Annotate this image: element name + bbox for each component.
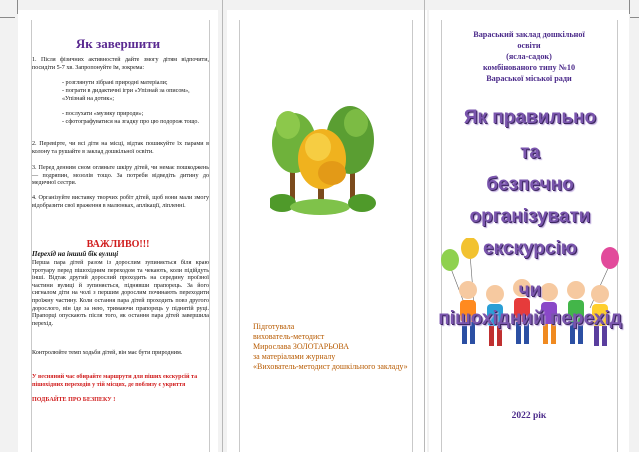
title-line: екскурсію	[483, 238, 577, 259]
tree-crown	[344, 109, 368, 137]
margin-guide	[412, 20, 413, 452]
title-line: та	[520, 142, 540, 163]
school-line: освіти	[517, 41, 541, 50]
bullet-2: - погрaти в дидактичні ігри «Упізнай за описом», «Упізнай на дотик»;	[62, 88, 190, 102]
paragraph-3: 3. Перед денним сном огляньте шкіру дітей, чи немає пошкоджень — подряпин, мозолів тощо. За потреби відведіть дитину до медичної сестри.	[32, 165, 209, 187]
paragraph-2: 2. Перевірте, чи всі діти на місці, відтак пошикуйте їх парами в колону та рушайте в заклад дошкільної освіти.	[32, 141, 209, 155]
margin-guide	[239, 20, 240, 452]
warning-heading: ВАЖЛИВО!!!	[86, 239, 150, 250]
control-paragraph: Контролюйте темп ходьби дітей, він має бути природним.	[32, 350, 183, 356]
crop-mark	[629, 0, 630, 14]
credit-line: Мирослава ЗОЛОТАРЬОВА	[253, 342, 349, 351]
year-label: 2022 рік	[511, 411, 547, 421]
school-line: Вараської міської ради	[486, 74, 572, 83]
bullet-3: - послухати «музику природи»;	[62, 111, 144, 117]
title-line: пішохідний перехід	[438, 308, 622, 329]
safety-call: ПОДБАЙТЕ ПРО БЕЗПЕКУ !	[32, 397, 116, 403]
credit-line: за матеріалами журналу	[253, 352, 336, 361]
title-line: чи	[518, 280, 542, 301]
subheading: Перехід на інший бік вулиці	[32, 250, 119, 258]
trees-illustration	[270, 95, 378, 215]
tree-crown	[276, 111, 300, 139]
title-line: організувати	[469, 206, 591, 227]
crop-mark	[0, 17, 15, 18]
title-line: безпечно	[486, 174, 574, 195]
school-line: Вараський заклад дошкільної	[473, 30, 585, 39]
credit-line: «Вихователь-методист дошкільного закладу»	[253, 362, 408, 371]
crossing-paragraph: Перша пара дітей разом із дорослим зупиняється біля краю тротуару перед пішохідним переходом та чекають, коли підійдуть інші. Відтак другий дорослий проходить на середину проїзної частини вулиці й зупиняється, піднявши прапорець. За його сигналом діти на чолі з першим дорослим починають переходити проїжну частину. Коли остання пара дітей проходить повз другого дорослого, він іде за нею, тримаючи прапорець у піднятій руці. Прапорці опускають після того, як остання пара дітей завершила перехід.	[32, 260, 209, 327]
title-line: Як правильно	[463, 107, 597, 128]
tree-crown	[318, 161, 346, 185]
school-line: (ясла-садок)	[506, 52, 552, 61]
fold-line	[222, 0, 223, 452]
credit-line: вихователь-методист	[253, 332, 325, 341]
grass	[290, 199, 350, 215]
credit-line: Підготувала	[253, 322, 295, 331]
section-title: Як завершити	[75, 36, 161, 51]
paragraph-4: 4. Організуйте виставку творчих робіт дітей, щоб вони мали змогу відобразити свої враження в малюнках, аплікації, ліпленні.	[32, 195, 209, 209]
route-note: У весняний час обирайте маршрути для піших екскурсій та пішохідних переходів у тій місцях, де поблизу є укриття	[32, 374, 198, 388]
paragraph-1: 1. Після фізичних активностей дайте змогу дітям відпочити, посидіти 5-7 хв. Запропонуйте їм, зокрема:	[32, 57, 209, 71]
bullet-1: - розглянути зібрані природні матеріали;	[62, 80, 168, 86]
tree-crown	[305, 133, 331, 161]
panel-middle	[227, 10, 427, 452]
bullet-4: - сфотографуватися на згадку про цю подорож тощо.	[62, 119, 199, 125]
school-line: комбінованого типу №10	[482, 63, 576, 72]
bush	[348, 194, 376, 212]
crop-mark	[630, 17, 639, 18]
